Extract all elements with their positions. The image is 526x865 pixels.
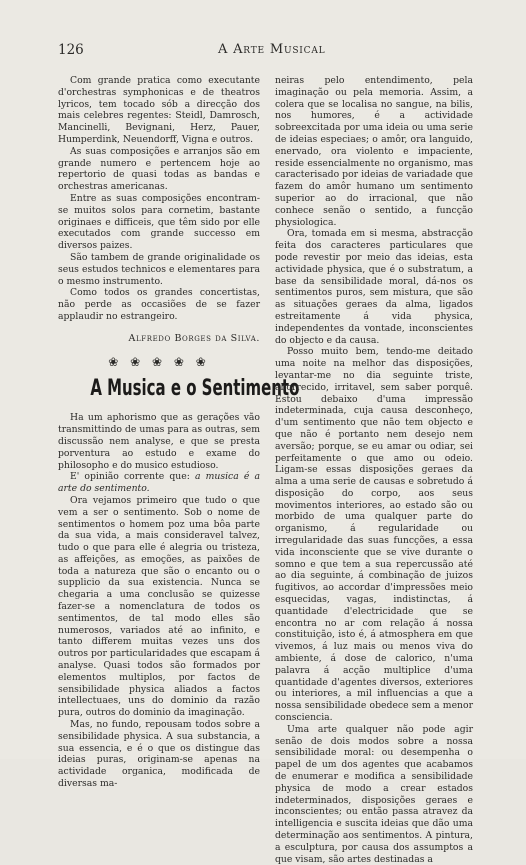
aphorism-prefix: E' opinião corrente que:: [70, 471, 190, 483]
intro-paragraph: Entre as suas composições encontram-se muitos solos para cornetim, bastante originaes e difficeis, que têm sido por elle executados com grande successo em diversos paizes.: [58, 192, 260, 252]
intro-paragraph: Como todos os grandes concertistas, não perde as occasiões de se fazer applaudir no estrangeiro.: [58, 287, 260, 322]
right-column: [275, 75, 473, 865]
page-header: [58, 42, 471, 62]
article-paragraph: Posso muito bem, tendo-me deitado uma noite na melhor das disposições, levantar-me no dia seguinte triste, aborrecido, irritavel, sem saber porquê. Estou debaixo d'uma impressão indeterminada, cuja causa desconheço, d'um sentimento que não tem objecto e que não é portanto nem desejo nem aversão; porque, se eu amar ou odiar, sei perfeitamente o que amo ou odeio. Ligam-se essas disposições geraes da alma a uma serie de causas e sobretudo á disposição do corpo, aos seus movimentos interiores, ao estado são ou morbido de uma qualquer parte do organismo, á regularidade ou irregularidade das suas funcções, a essa vida inconsciente que se vive durante o somno e que tem a sua repercussão até ao dia seguinte, á combinação de juizos fugitivos, ao accordar d'impressões meio esquecidas, vagas, indistinctas, á quantidade d'electricidade que se encontra no ar com relação á nossa constituição, isto é, á atmosphera em que vivemos, á luz mais ou menos viva do ambiente, á dose de calorico, n'uma palavra á acção multiplice d'uma quantidade d'agentes diversos, exteriores ou interiores, a mil influencias a que a nossa sensibilidade obedece sem a menor consciencia.: [275, 346, 473, 724]
article-paragraph: Ora vejamos primeiro que tudo o que vem a ser o sentimento. Sob o nome de sentimentos o homem poz uma bôa parte da sua vida, a mais consideravel talvez, tudo o que para elle é alegria ou tristeza, as affeições, as emoções, as paixões de toda a natureza que são o encanto ou o supplicio da sua existencia. Nunca se chegaria a uma conclusão se quizesse fazer-se a nomenclatura de todos os sentimentos, de tal modo elles são numerosos, variados até ao infinito, e tanto differem muitas vezes uns dos outros por particularidades que escapam á analyse. Quasi todos são formados por elementos multiplos, por factos de sensibilidade physica aliados a factos intellectuaes, uns do dominio da razão pura, outros do dominio da imaginação.: [58, 494, 260, 719]
intro-paragraph: São tambem de grande originalidade os seus estudos technicos e elementares para o mesmo instrumento.: [58, 251, 260, 287]
intro-paragraph: As suas composições e arranjos são em grande numero e pertencem hoje ao repertorio de quasi todas as bandas e orchestras americanas.: [58, 145, 260, 193]
article-paragraph: Mas, no fundo, repousam todos sobre a sensibilidade physica. A sua substancia, a sua essencia, e é o que os distingue das ideias puras, originam-se apenas na actividade organica, modificada de diversas ma-: [58, 719, 260, 790]
article-paragraph: Uma arte qualquer não pode agir senão de dois modos sobre a nossa sensibilidade moral: ou desempenha o papel de um dos agentes que acabamos de enumerar e modifica a sensibilidade physica de modo a crear estados indeterminados, disposições geraes e inconscientes; ou então passa atravez da intelligencia e suscita ideias que dão uma determinação aos sentimentos. A pintura, a esculptura, por causa dos assumptos a que visam, são artes destinadas a: [275, 723, 473, 865]
continued-paragraph: neiras pelo entendimento, pela imaginação ou pela memoria. Assim, a colera que se localisa no sangue, na bilis, nos humores, é a actividade sobreexcitada por uma ideia ou uma serie de ideias especiaes; o amôr, ora languido, enervado, ora violento e impaciente, reside essencialmente no organismo, mas caracterisado por ideias de variadade que fazem do amôr humano um sentimento superior ao do irracional, que não conhece senão o sentido, a funcção physiologica.: [275, 75, 473, 228]
article-title: A Musica e o Sentimento: [90, 376, 300, 402]
article-paragraph: Ha um aphorismo que as gerações vão transmittindo de umas para as outras, sem discussão nem analyse, e que se presta porventura ao estudo e exame do philosopho e do musico estudioso.: [58, 412, 260, 471]
aphorism-quote: a musica é a arte do sentimento.: [58, 471, 260, 495]
intro-paragraph: Com grande pratica como executante d'orchestras symphonicas e de theatros lyricos, tem tocado sób a direcção dos mais celebres regentes: Steidl, Damrosch, Mancinelli, Bevignani, Herz, Pauer, Humperdink, Neuendorff, Vigna e outros.: [58, 75, 260, 145]
author-signature: Alfredo Borges da Silva.: [128, 332, 260, 344]
page-number: 126: [58, 42, 84, 58]
running-title: A Arte Musical: [218, 42, 326, 57]
section-divider-ornament: ❀ ❀ ❀ ❀ ❀: [108, 354, 210, 369]
aphorism-paragraph: [58, 471, 260, 495]
article-paragraph: Ora, tomada em si mesma, abstracção feita dos caracteres particulares que pode revestir por meio das ideias, esta actividade physica, que é o substratum, a base da sensibilidade moral, dá-nos os sentimentos puros, sem mistura, que são as situações geraes da alma, ligados estreitamente á vida physica, independentes da vontade, inconscientes do objecto e da causa.: [275, 228, 473, 346]
left-column: [58, 75, 300, 790]
